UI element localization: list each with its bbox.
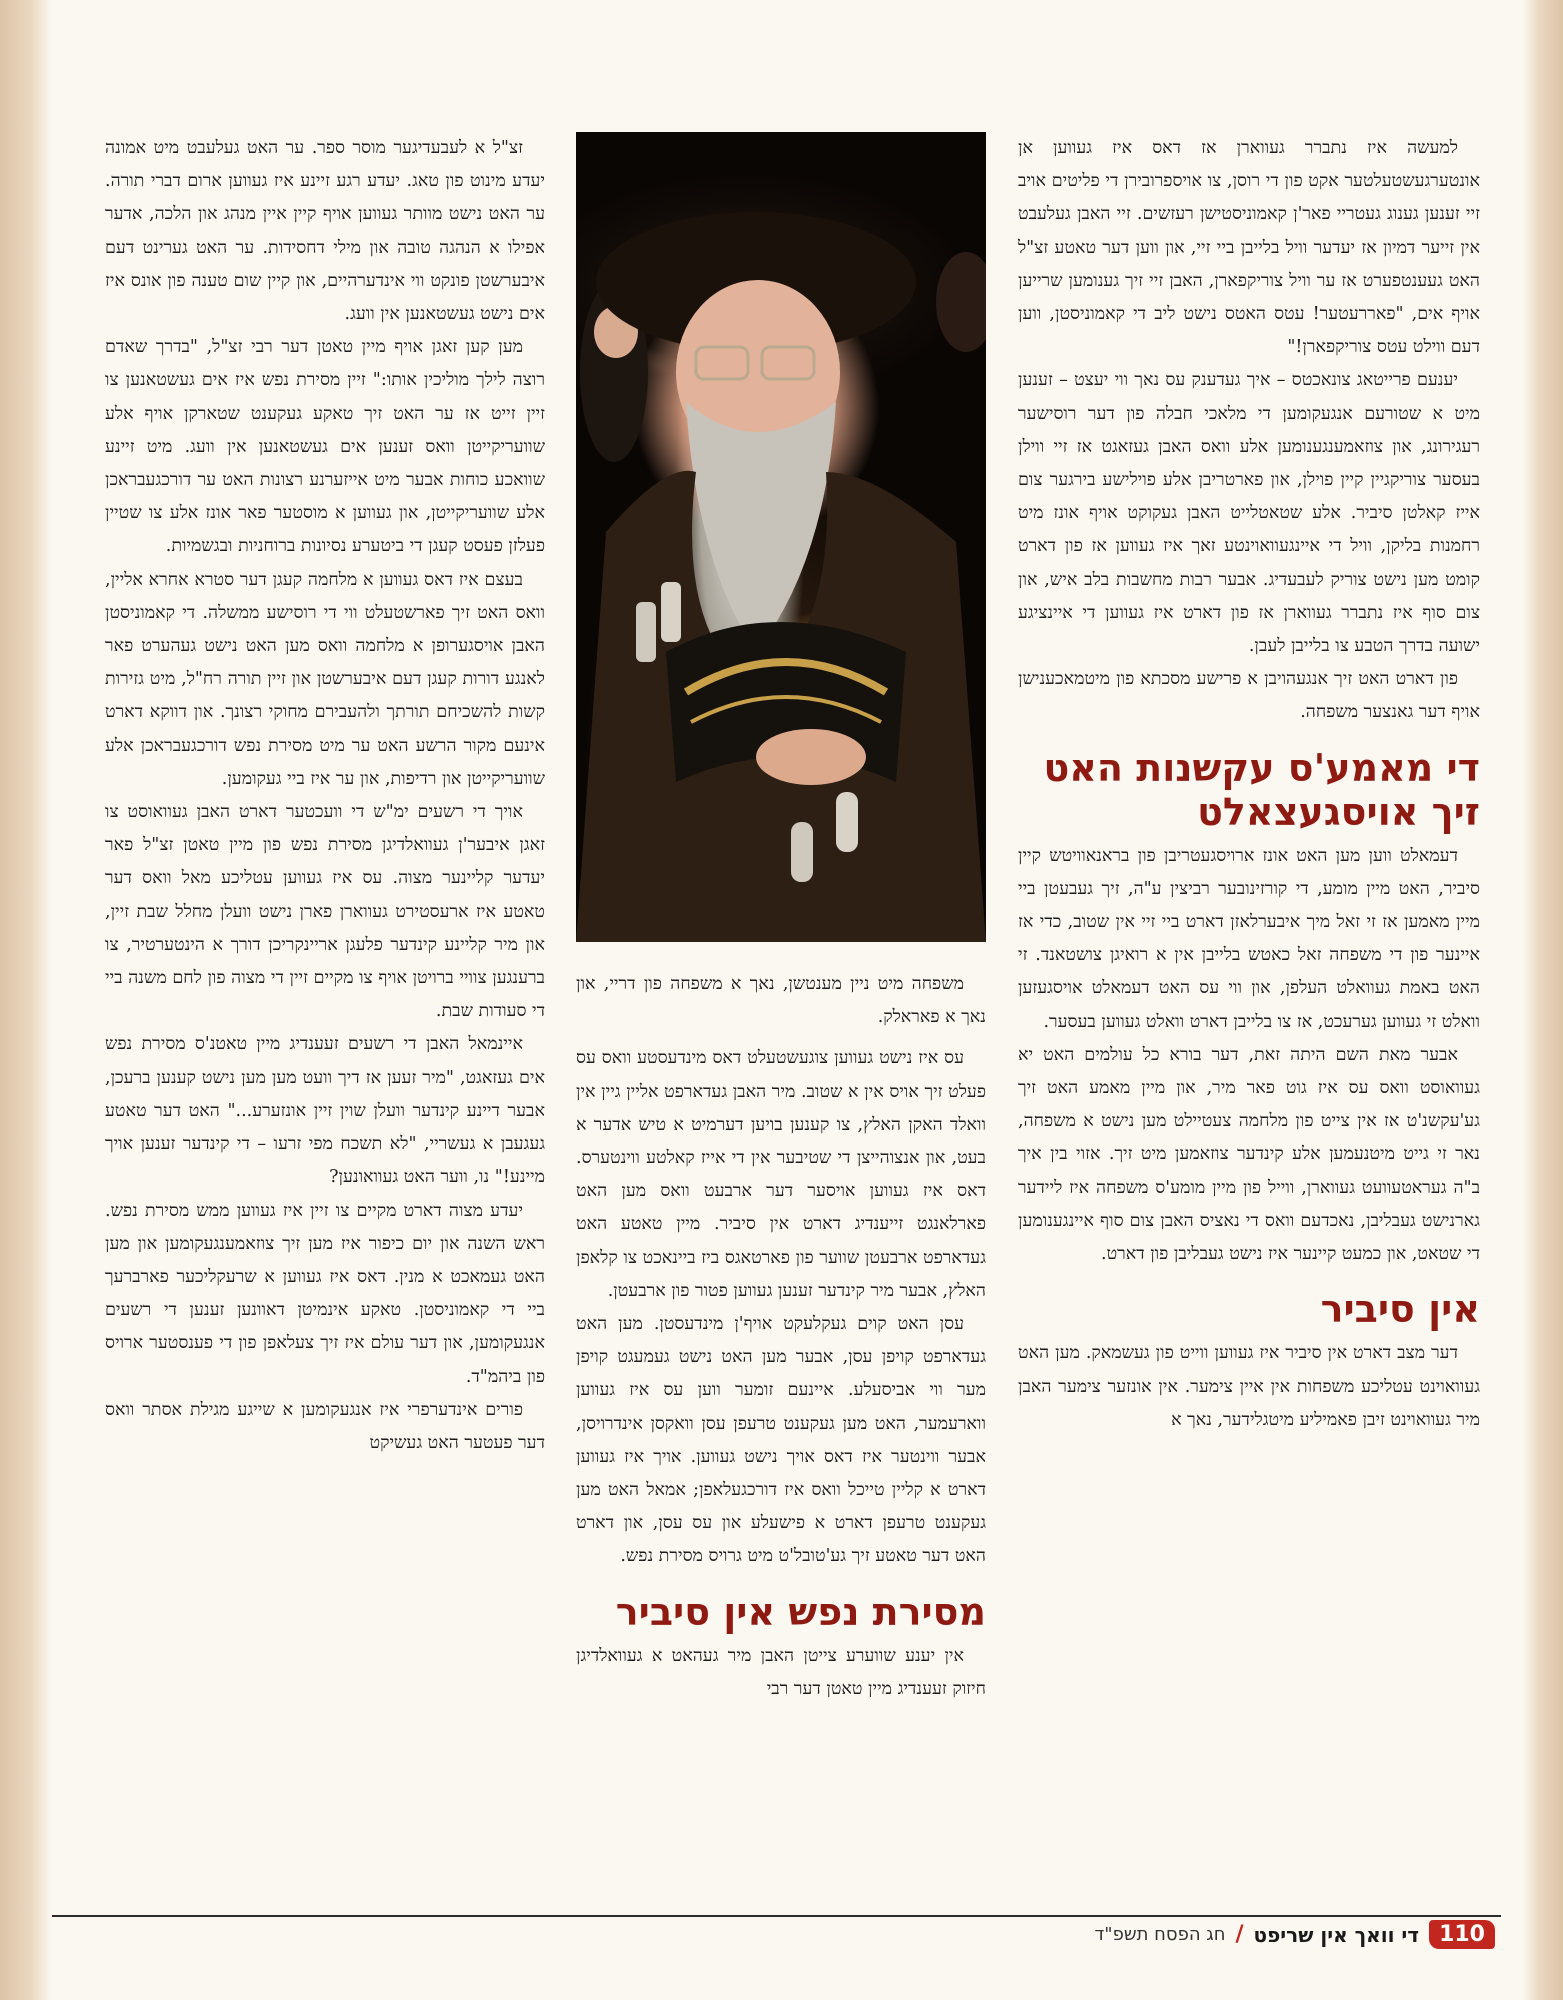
torah-finial — [836, 792, 858, 852]
background-figure — [936, 252, 986, 352]
paragraph: עס איז נישט געווען צוגעשטעלט דאס מינדעסטע וואס עס פעלט זיך אויס אין א שטוב. מיר האבן געדארפט אליין גיין אין וואלד האקן האלץ, צו קענען בויען דערמיט א טיש אדער א בעט, און אנצוהייצן די שטיבער אין די אייז קאלטע ווינטערס. דאס איז געווען אויסער דער ארבעט וואס מען האט פארלאנגט זייענדיג דארט אין סיביר. מיין טאטע האט געדארפט ארבעטן שווער פון פארטאגס ביז ביינאכט צו קלאפן האלץ, אבער מיר קינדער זענען געווען פטור פון ארבעטן. — [576, 1048, 986, 1301]
footer-separator: / — [1235, 1922, 1244, 1947]
footer-rule — [52, 1915, 1501, 1917]
rabbi-photo — [576, 132, 986, 942]
page-footer — [1094, 1920, 1495, 1949]
paragraph: יענעם פרייטאג צונאכטס – איך געדענק עס נאך ווי יעצט – זענען מיט א שטורעם אנגעקומען די מלאכי חבלה פון דער רוסישער רעגירונג, און צוזאמענגענומען אלע וואס האבן געזאגט אז זיי ווילן בעסער צוריקגיין קיין פוילן, און פארטריבן אלע פוילישע בירגער צום אייז קאלטן סיביר. אלע שטאטלייט האבן געקוקט אויף אונז מיט רחמנות בליקן, וויל די איינגעוואוינטע זאך איז געווען אז פון דארט קומט מען נישט צוריק לעבעדיג. אבער רבות מחשבות בלב איש, און צום סוף איז נתברר געווארן אז פון דארט איז געווען די איינציגע ישועה בדרך הטבע צו בלייבן לעבן. — [1018, 370, 1480, 657]
paragraph: אין יענע שווערע צייטן האבן מיר געהאט א געוואלדיגן חיזוק זעענדיג מיין טאטן דער רבי — [576, 1645, 986, 1699]
paragraph: פון דארט האט זיך אנגעהויבן א פרישע מסכתא פון מיטמאכענישן אויף דער גאנצער משפחה. — [1018, 669, 1480, 723]
paragraph: דעמאלט ווען מען האט אונז ארויסגעטריבן פון בראנאוויטש קיין סיביר, האט מיין מומע, די קורזינובער רביצין ע"ה, זיך געבעטן ביי מיין מאמען אז זי זאל מיך איבערלאזן דארט ביי זיי אין שטוב, כדי אז איינער פון די משפחה זאל כאטש בלייבן אין א רואיגן צושטאנד. זי האט באמת געוואלט העלפן, און ווי עס האט דעמאלט אויסגעזען וואלט זי געווען גערעכט, אז צו בלייבן דארט וואלט געווען בעסער. — [1018, 845, 1480, 1032]
torah-finial — [636, 602, 656, 662]
paragraph: אבער מאת השם היתה זאת, דער בורא כל עולמים האט יא געוואוסט וואס עס איז גוט פאר מיר, און מיין מאמע האט זיך גע'עקשנ'ט אז אין צייט פון מלחמה צעטיילט מען נישט א משפחה, נאר זי גייט מיטנעמען אלע קינדער צוזאמען מיט זיך. אזוי בין איך ב"ה געראטעוועט געווארן, ווייל פון מיין מומע'ס משפחה איז ליידער גארנישט געבליבן, נאכדעם וואס די נאציס האבן צום סוף איינגענומען די שטאט, און כמעט קיינער איז נישט געבליבן פון דארט. — [1018, 1044, 1480, 1265]
hand — [756, 729, 866, 785]
paragraph: אויך די רשעים ימ"ש די וועכטער דארט האבן געוואוסט צו זאגן איבער'ן געוואלדיגן מסירת נפש פון מיין טאטן זצ"ל פאר יעדער קליינער מצוה. עס איז געווען עטליכע מאל וואס דער טאטע איז ארעסטירט געווארן פארן נישט וועלן מחלל שבת זיין, און מיר קליינע קינדער פלעגן אריינקריכן דורך א הינטערטיר, צו ברענגען צוויי ברויטן אויף צו מקיים זיין די מצוה פון לחם משנה ביי די סעודות שבת. — [105, 802, 545, 1022]
article-column-middle — [576, 132, 986, 1706]
paragraph: יעדע מצוה דארט מקיים צו זיין איז געווען ממש מסירת נפש. ראש השנה און יום כיפור איז מען זיך צוזאמענגעקומען און מען האט געמאכט א מנין. דאס איז געווען א שרעקליכער פארברעך ביי די קאמוניסטן. טאקע אינמיטן דאוונען זענען די רשעים אנגעקומען, און דער עולם איז זיך צעלאפן פון די פענסטער ארויס פון ביהמ"ד. — [105, 1200, 545, 1387]
paragraph: דער מצב דארט אין סיביר איז געווען ווייט פון געשמאק. מען האט געוואוינט עטליכע משפחות אין איין צימער. אין אונזער צימער האבן מיר געוואוינט זיבן פאמיליע מיטגלידער, נאך א — [1018, 1343, 1480, 1430]
page-edge-right — [1523, 0, 1563, 2000]
article-column-right — [1018, 132, 1480, 1437]
article-column-left — [105, 132, 545, 1460]
paragraph: מען קען זאגן אויף מיין טאטן דער רבי זצ"ל, "בדרך שאדם רוצה לילך מוליכין אותו:" זיין מסירת נפש איז אים געשטאנען צו זיין זייט אז ער האט זיך טאקע געקענט שטארקן אויף אלע שוועריקייטן וואס זענען אים געשטאנען אין וועג. מיט זיינע שוואכע כוחות אבער מיט אייזערנע רצונות האט ער דורכגעבראכן אלע שוועריקייטן, און געווען א מוסטער פאר אונז אלע צו שטיין פעלזן פעסט קעגן די ביטערע נסיונות ברוחניות ובגשמיות. — [105, 337, 545, 557]
paragraph: זצ"ל א לעבעדיגער מוסר ספר. ער האט געלעבט מיט אמונה יעדע מינוט פון טאג. יעדע רגע זיינע איז געווען ארום דברי תורה. ער האט נישט מוותר געווען אויף קיין איין מנהג און הלכה, אדער אפילו א הנהגה טובה און מילי דחסידות. ער האט גערינט דעם איבערשטן פונקט ווי אינדערהיים, און קיין שום טענה פון אונס איז אים נישט געשטאנען אין וועג. — [105, 138, 545, 325]
section-heading: מסירת נפש אין סיביר — [615, 1589, 986, 1634]
photo-details — [576, 132, 986, 942]
paragraph: למעשה איז נתברר געווארן אז דאס איז געווען אן אונטערגעשטעלטער אקט פון די רוסן, צו אויספרובירן די פליטים אויב זיי זענען גענוג געטריי פאר'ן קאמוניסטישן רעזשים. זיי האבן געלעבט אין זייער דמיון אז יעדער וויל בלייבן ביי זיי, און ווען דער טאטע זצ"ל האט געענטפערט אז ער וויל צוריקפארן, האבן זיי זיך גענומען שרייען אויף אים, "פאררעטער! עטס האטס נישט ליב די קאמוניסטן, ווען דעם ווילט עטס צוריקפארן!" — [1018, 138, 1480, 358]
section-heading: די מאמע'ס עקשנות האט זיך אויסגעצאלט — [1043, 745, 1480, 834]
torah-finial — [791, 822, 813, 882]
issue-name: חג הפסח תשפ"ד — [1094, 1924, 1226, 1945]
page-number: 110 — [1429, 1920, 1495, 1949]
section-heading: אין סיביר — [1320, 1287, 1480, 1332]
page-edge-left — [0, 0, 52, 2000]
paragraph: איינמאל האבן די רשעים זעענדיג מיין טאטנ'ס מסירת נפש אים געזאגט, "מיר זעען אז דיך וועט מען מען נישט קענען ברעכן, אבער דיינע קינדער וועלן שוין זיין אונזערע..." האט דער טאטע געגעבן א געשריי, "לא תשכח מפי זרעו – די קינדער זענען אויך מיינע!" נו, ווער האט געוואונען? — [105, 1034, 545, 1188]
torah-finial — [661, 582, 681, 642]
paragraph: עסן האט קוים געקלעקט אויף'ן מינדעסטן. מען האט געדארפט קויפן עסן, אבער מען האט נישט געמעגט קויפן מער ווי אביסעלע. איינעם זומער ווען עס איז געווען ווארעמער, האט מען געקענט טרעפן עסן וואקסן אינדרויסן, אבער ווינטער איז דאס אויך נישט געווען. אויך איז געווען דארט א קליין טייכל וואס איז דורכגעלאפן; אמאל האט מען געקענט טרעפן דארט א פישעלע און עס עסן, און דארט האט דער טאטע זיך גע'טובל'ט מיט גרויס מסירת נפש. — [576, 1314, 986, 1567]
paragraph: בעצם איז דאס געווען א מלחמה קעגן דער סטרא אחרא אליין, וואס האט זיך פארשטעלט ווי די רוסישע ממשלה. די קאמוניסטן האבן אויסגערופן א מלחמה וואס מען האט נישט געהערט פאר לאנגע דורות קעגן דעם איבערשטן און זיין תורה רח"ל, מיט גזירות קשות להשכיחם תורתך ולהעבירם מחוקי רצונך. און דווקא דארט אינעם מקור הרשע האט ער מיט מסירת נפש דורכגעבראכן אלע שוועריקייטן און רדיפות, און ער איז ביי געקומען. — [105, 569, 545, 789]
paragraph: פורים אינדערפרי איז אנגעקומען א שייגע מגילת אסתר וואס דער פעטער האט געשיקט — [105, 1399, 545, 1453]
photo-caption: משפחה מיט ניין מענטשן, נאך א משפחה פון דריי, און נאך א פאראלק. — [576, 974, 986, 1028]
publication-name: די וואך אין שריפט — [1253, 1922, 1420, 1947]
